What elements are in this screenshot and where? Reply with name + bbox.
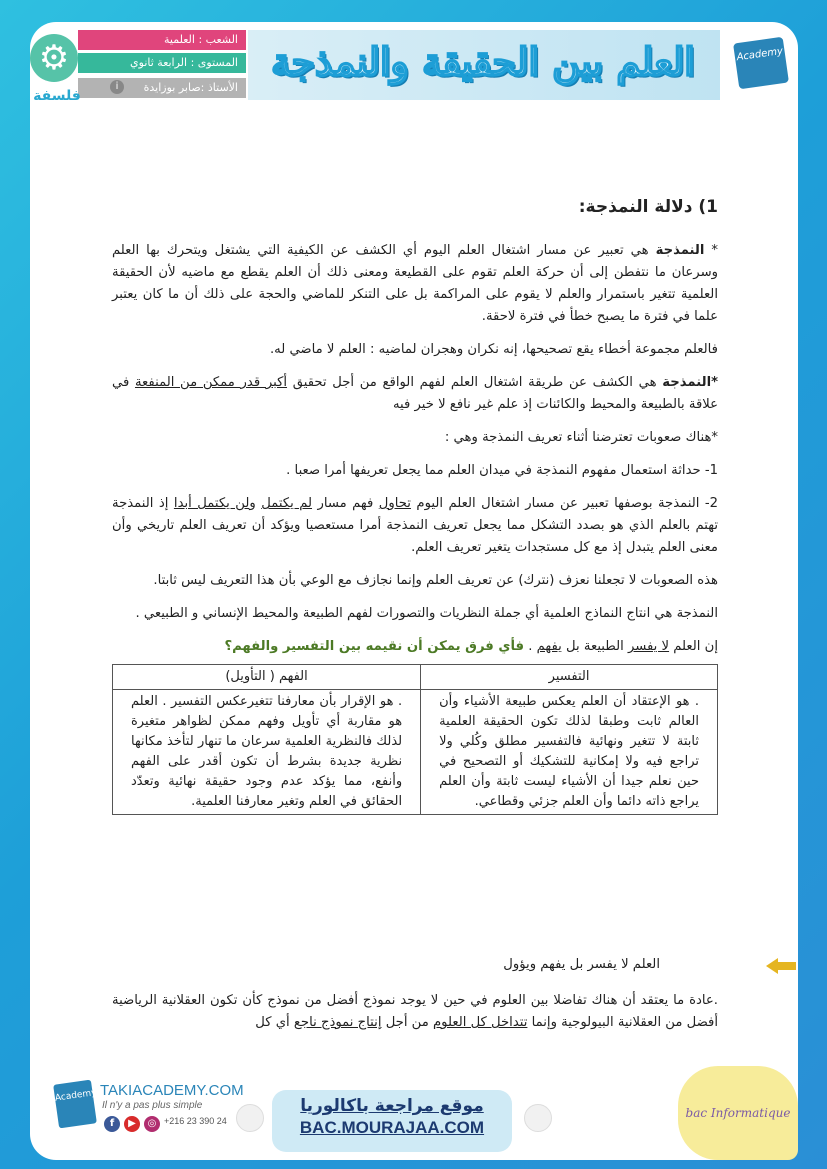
paragraph-2: فالعلم مجموعة أخطاء يقع تصحيحها، إنه نكران وهجران لماضيه : العلم لا ماضي له. [269, 342, 718, 357]
paragraph-8: النمذجة هي انتاج النماذج العلمية أي جملة النظريات والتصورات لفهم الطبيعة والمحيط الإنساني و الطبيعي . [135, 606, 718, 621]
p6-text-d: إذ النمذجة تهتم بالعلم الذي هو بصدد التشكل مما يجعل تعريف النمذجة أمرا مستعصيا ويؤكد أن تعريف العلم تاريخي وأن معنى العلم يتبدل إذ مع كل مستجدات يتغير تعريف العلم. [112, 496, 718, 555]
section-heading: 1) دلالة النمذجة: [578, 197, 718, 217]
main-content [112, 196, 718, 815]
p9-text-b: الطبيعة بل [561, 639, 628, 654]
table-header-explanation: التفسير [421, 665, 718, 690]
info-icon: i [110, 80, 124, 94]
table-header-understanding: الفهم ( التأويل) [113, 665, 421, 690]
level-tag: المستوى : الرابعة ثانوي [78, 53, 246, 73]
bac-informatique-badge: bac Informatique [678, 1066, 798, 1160]
p9-underline-1: لا يفسر [627, 639, 670, 654]
facebook-icon[interactable]: f [104, 1116, 120, 1132]
paragraph-4: *هناك صعوبات تعترضنا أثناء تعريف النمذجة وهي : [444, 430, 718, 445]
tail-text-c: أي كل [255, 1015, 294, 1030]
footer-slogan: Il n'y a pas plus simple [102, 1100, 203, 1111]
p3-text-a: هي الكشف عن طريقة اشتغال العلم لفهم الواقع من أجل تحقيق [287, 375, 663, 390]
teacher-tag: الأستاذ :صابر بوزايدة [78, 78, 246, 98]
p9-underline-2: يفهم [536, 639, 562, 654]
paragraph-3 [112, 372, 718, 416]
footer-phone: +216 23 390 24 [164, 1116, 227, 1126]
closing-paragraph [112, 990, 718, 1034]
mini-logo-right [524, 1104, 552, 1132]
p6-text-c: و [249, 496, 262, 511]
paragraph-6 [112, 493, 718, 559]
paragraph-5: 1- حداثة استعمال مفهوم النمذجة في ميدان العلم مما يجعل تعريفها أمرا صعبا . [286, 463, 718, 478]
academy-logo-text: Academy [735, 45, 784, 64]
academy-logo [733, 37, 789, 90]
youtube-icon[interactable]: ▶ [124, 1116, 140, 1132]
footer-logo-text: Academy [54, 1087, 98, 1104]
gear-icon: ⚙ [30, 34, 78, 82]
footer-brand[interactable]: TAKIACADEMY.COM [100, 1082, 244, 1099]
question-text: فأي فرق يمكن أن نقيمه بين التفسير والفهم؟ [224, 639, 525, 654]
p9-text-a: إن العلم [669, 639, 718, 654]
p6-text-b: فهم مسار [312, 496, 379, 511]
mini-logo-left [236, 1104, 264, 1132]
page-title: العلم بين الحقيقة والنمذجة [271, 39, 695, 84]
conclusion-line: العلم لا يفسر بل يفهم ويؤول [503, 957, 660, 972]
p6-underline-3: لن يكتمل أبدا [173, 496, 250, 511]
arrow-tail [778, 962, 796, 970]
paragraph-9 [112, 636, 718, 658]
comparison-table [112, 664, 718, 815]
tail-underline-2: إنتاج نموذج ناجع [293, 1015, 382, 1030]
paragraph-1 [112, 240, 718, 328]
footer-academy-logo [53, 1080, 97, 1129]
term-modeling-2: *النمذجة [662, 375, 718, 390]
p6-underline-1: تحاول [378, 496, 411, 511]
instagram-icon[interactable]: ◎ [144, 1116, 160, 1132]
branch-tag: الشعب : العلمية [78, 30, 246, 50]
cell-understanding: . هو الإقرار بأن معارفنا تتغيرعكس التفسير . العلم هو مقاربة أي تأويل وفهم ممكن لظواهر متغيرة لذلك فالنظرية العلمية سرعان ما تنهار لتأخذ مكانها نظرية جديدة بشرط أن تكون أقدر على الفهم وأنفع، مما يؤكد عدم وجود حقيقة نهائية وتعدّد الحقائق في العلم وتغير معارفنا العلمية. [113, 690, 421, 815]
p6-text-a: 2- النمذجة بوصفها تعبير عن مسار اشتغال العلم اليوم [410, 496, 719, 511]
tail-underline-1: تتداخل كل العلوم [432, 1015, 528, 1030]
tail-text-b: من أجل [381, 1015, 433, 1030]
p9-text-c: . [524, 639, 537, 654]
term-modeling: النمذجة [655, 243, 705, 258]
arrow-left-icon [766, 958, 778, 974]
tail-text-a: .عادة ما يعتقد أن هناك تفاضلا بين العلوم في حين لا يوجد نموذج أفضل من نموذج كأن تكون العقلانية الرياضية أفضل من العقلانية البيولوجية وإنما [112, 993, 718, 1030]
promo-title: موقع مراجعة باكالوريا [300, 1096, 484, 1116]
table-header-row [113, 665, 718, 690]
subject-label: فلسفة [33, 88, 81, 104]
cell-explanation: . هو الإعتقاد أن العلم يعكس طبيعة الأشياء وأن العالم ثابت وطبقا لذلك تكون الحقيقة العلمية ثابتة لا تتغير ونهائية فالتفسير مطلق وكُلي ولا تراجع فيه ولا إمكانية للتشكيك أو التصحيح في حين نعلم جيدا أن الأشياء ليست ثابتة وأن العلم يراجع ذاته دائما وأن العلم جزئي وقطاعي. [421, 690, 718, 815]
promo-url[interactable]: BAC.MOURAJAA.COM [299, 1118, 485, 1137]
table-row [113, 690, 718, 815]
paragraph-7: هذه الصعوبات لا تجعلنا نعزف (نترك) عن تعريف العلم وإنما نجازف مع الوعي بأن هذا التعريف ليس ثابتا. [153, 573, 718, 588]
p3-text-b: في علاقة بالطبيعة والمحيط والكائنات إذ علم غير نافع لا خير فيه [112, 375, 718, 412]
promo-banner[interactable] [272, 1090, 512, 1152]
p3-underline: أكبر قدر ممكن من المنفعة [134, 375, 288, 390]
p6-underline-2: لم يكتمل [261, 496, 313, 511]
p1-text: هي تعبير عن مسار اشتغال العلم اليوم أي الكشف عن الكيفية التي يشتغل ويتحرك بها العلم وسرعان ما نتفطن إلى أن حركة العلم تقوم على القطيعة ومعنى ذلك أن العلم يقطع مع ماضيه لأن الحقيقة العلمية تتغير باستمرار والعلم لا يقوم على المراكمة بل على التنكر للماضي والحجة على ذلك أن ما كان يعتبر علما في فترة ما يصبح خطأ في فترة لاحقة. [112, 243, 718, 324]
p1-prefix: * [704, 243, 718, 258]
